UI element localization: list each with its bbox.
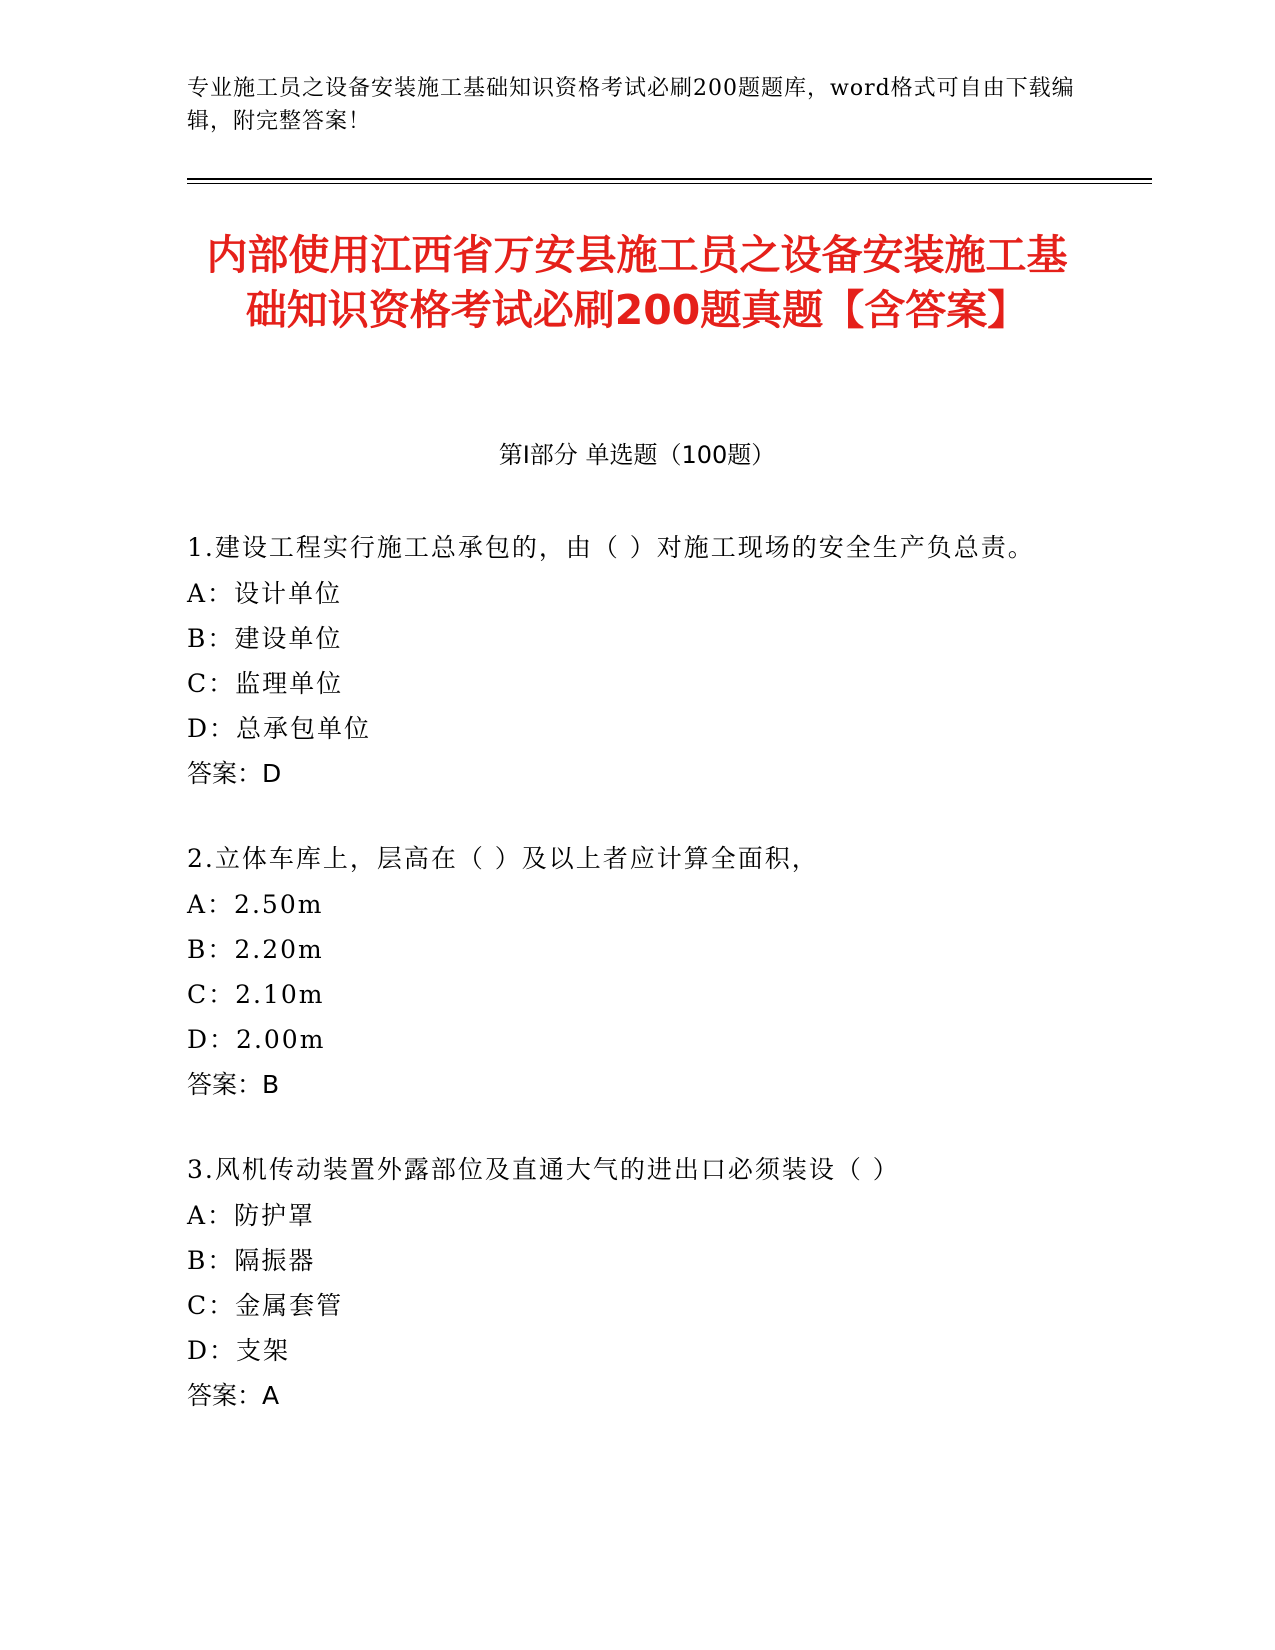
question-list	[187, 524, 1087, 1457]
option-d: D：支架	[187, 1336, 291, 1365]
option-c: C：监理单位	[187, 669, 344, 698]
question-stem: 1.建设工程实行施工总承包的，由（ ）对施工现场的安全生产负总责。	[187, 533, 1035, 562]
answer: 答案：A	[187, 1381, 280, 1410]
option-d: D：总承包单位	[187, 714, 372, 743]
option-b: B：隔振器	[187, 1246, 316, 1275]
option-a: A：防护罩	[187, 1201, 316, 1230]
section-title: 第Ⅰ部分 单选题（100题）	[498, 441, 776, 469]
question-3	[187, 1146, 1087, 1419]
option-b: B：建设单位	[187, 624, 343, 653]
answer: 答案：D	[187, 759, 282, 788]
question-stem: 3.风机传动装置外露部位及直通大气的进出口必须装设（ ）	[187, 1155, 900, 1184]
header-divider-thick	[187, 178, 1152, 180]
question-stem: 2.立体车库上，层高在（ ）及以上者应计算全面积，	[187, 844, 819, 873]
document-title: 内部使用江西省万安县施工员之设备安装施工基础知识资格考试必刷200题真题【含答案】	[206, 231, 1068, 334]
header-divider-thin	[187, 183, 1152, 184]
option-c: C：金属套管	[187, 1291, 344, 1320]
option-a: A：2.50m	[187, 890, 324, 919]
option-b: B：2.20m	[187, 935, 324, 964]
question-1	[187, 524, 1087, 797]
option-d: D：2.00m	[187, 1025, 326, 1054]
option-c: C：2.10m	[187, 980, 325, 1009]
question-2	[187, 835, 1087, 1108]
option-a: A：设计单位	[187, 579, 343, 608]
answer: 答案：B	[187, 1070, 280, 1099]
header-note: 专业施工员之设备安装施工基础知识资格考试必刷200题题库，word格式可自由下载编辑，附完整答案！	[187, 76, 1075, 134]
